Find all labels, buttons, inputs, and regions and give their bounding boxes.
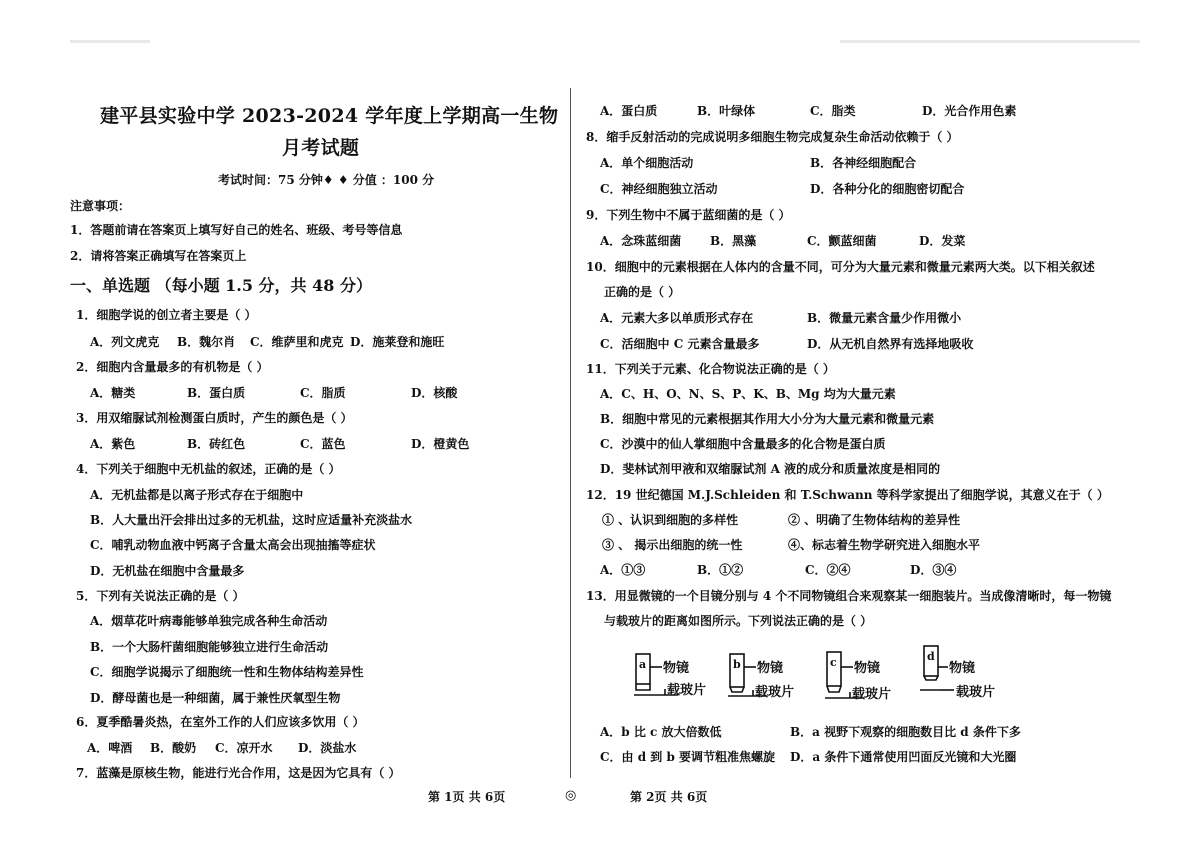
q6-option-d: D．淡盐水 xyxy=(298,741,357,755)
q5-option-a: A．烟草花叶病毒能够单独完成各种生命活动 xyxy=(90,614,328,628)
q8-option-b: B．各神经细胞配合 xyxy=(810,156,917,170)
page-number-right: 第 2页 共 6页 xyxy=(630,790,708,804)
q10-option-c: C．活细胞中 C 元素含量最多 xyxy=(600,337,760,351)
q4-option-c: C．哺乳动物血液中钙离子含量太高会出现抽搐等症状 xyxy=(90,538,376,552)
objective-label-c: 物镜 xyxy=(854,661,881,676)
exam-info: 考试时间：75 分钟♦ ♦ 分值 ：100 分 xyxy=(218,173,435,187)
column-divider xyxy=(570,88,571,778)
objective-label-a: 物镜 xyxy=(663,661,690,676)
q12-statement-3: ③ 、 揭示出细胞的统一性 xyxy=(602,538,743,552)
q11-option-b: B．细胞中常见的元素根据其作用大小分为大量元素和微量元素 xyxy=(600,412,935,426)
slide-label-c: 载玻片 xyxy=(852,687,892,702)
q12-option-b: B．①② xyxy=(697,563,744,577)
question-10-continued: 正确的是（ ） xyxy=(604,285,681,299)
q3-option-a: A．紫色 xyxy=(90,437,136,451)
q12-option-d: D．③④ xyxy=(910,563,957,577)
question-6: 6．夏季酷暑炎热，在室外工作的人们应该多饮用（ ） xyxy=(76,715,365,729)
q10-option-b: B．微量元素含量少作用微小 xyxy=(807,311,962,325)
notice-heading: 注意事项： xyxy=(70,199,131,213)
question-13-continued: 与载玻片的距离如图所示。下列说法正确的是（ ） xyxy=(604,614,873,628)
exam-title-line-1: 建平县实验中学 2023-2024 学年度上学期高一生物 xyxy=(100,105,559,127)
q3-option-c: C．蓝色 xyxy=(300,437,346,451)
q1-option-a: A．列文虎克 xyxy=(90,335,160,349)
q12-option-c: C．②④ xyxy=(805,563,851,577)
q6-option-a: A．啤酒 xyxy=(87,741,133,755)
objective-lens-figure xyxy=(622,640,1012,710)
objective-letter-d: d xyxy=(927,650,935,663)
question-9: 9．下列生物中不属于蓝细菌的是（ ） xyxy=(586,208,791,222)
q12-statement-1: ① 、认识到细胞的多样性 xyxy=(602,513,739,527)
objective-letter-b: b xyxy=(733,658,741,671)
q2-option-b: B．蛋白质 xyxy=(187,386,246,400)
q7-option-b: B．叶绿体 xyxy=(697,104,756,118)
section-title: 一、单选题 （每小题 1.5 分，共 48 分） xyxy=(70,276,372,295)
q5-option-c: C．细胞学说揭示了细胞统一性和生物体结构差异性 xyxy=(90,665,364,679)
question-3: 3．用双缩脲试剂检测蛋白质时，产生的颜色是（ ） xyxy=(76,411,353,425)
question-5: 5．下列有关说法正确的是（ ） xyxy=(76,589,245,603)
q8-option-a: A．单个细胞活动 xyxy=(600,156,694,170)
objective-label-b: 物镜 xyxy=(757,661,784,676)
q12-statement-2: ② 、明确了生物体结构的差异性 xyxy=(788,513,961,527)
question-11: 11．下列关于元素、化合物说法正确的是（ ） xyxy=(586,362,835,376)
q9-option-a: A．念珠蓝细菌 xyxy=(600,234,682,248)
q8-option-d: D．各种分化的细胞密切配合 xyxy=(810,182,965,196)
question-4: 4．下列关于细胞中无机盐的叙述，正确的是（ ） xyxy=(76,462,341,476)
slide-label-b: 载玻片 xyxy=(755,685,795,700)
q9-option-c: C．颤蓝细菌 xyxy=(807,234,877,248)
slide-label-a: 载玻片 xyxy=(667,683,707,698)
page-number-left: 第 1页 共 6页 xyxy=(428,790,506,804)
q12-option-a: A．①③ xyxy=(600,563,646,577)
q3-option-b: B．砖红色 xyxy=(187,437,246,451)
exam-title-line-2: 月考试题 xyxy=(282,137,360,159)
q2-option-a: A．糖类 xyxy=(90,386,136,400)
q3-option-d: D．橙黄色 xyxy=(411,437,470,451)
q13-option-b: B．a 视野下观察的细胞数目比 d 条件下多 xyxy=(790,725,1021,739)
objective-letter-c: c xyxy=(830,656,837,669)
q4-option-b: B．人大量出汗会排出过多的无机盐，这时应适量补充淡盐水 xyxy=(90,513,413,527)
left-column xyxy=(60,0,565,780)
q1-option-c: C．维萨里和虎克 xyxy=(250,335,344,349)
question-1: 1．细胞学说的创立者主要是（ ） xyxy=(76,308,257,322)
q11-option-d: D．斐林试剂甲液和双缩脲试剂 A 液的成分和质量浓度是相同的 xyxy=(600,462,941,476)
q10-option-d: D．从无机自然界有选择地吸收 xyxy=(807,337,974,351)
q10-option-a: A．元素大多以单质形式存在 xyxy=(600,311,754,325)
notice-1: 1．答题前请在答案页上填写好自己的姓名、班级、考号等信息 xyxy=(70,223,403,237)
question-10: 10．细胞中的元素根据在人体内的含量不同，可分为大量元素和微量元素两大类。以下相关叙述 xyxy=(586,260,1095,274)
q13-option-d: D．a 条件下通常使用凹面反光镜和大光圈 xyxy=(790,750,1017,764)
q6-option-b: B．酸奶 xyxy=(150,741,197,755)
question-13: 13．用显微镜的一个目镜分别与 4 个不同物镜组合来观察某一细胞装片。当成像清晰时，每一物镜 xyxy=(586,589,1112,603)
q9-option-d: D．发菜 xyxy=(919,234,966,248)
q1-option-d: D．施莱登和施旺 xyxy=(350,335,445,349)
q8-option-c: C．神经细胞独立活动 xyxy=(600,182,718,196)
question-2: 2．细胞内含量最多的有机物是（ ） xyxy=(76,360,269,374)
q7-option-d: D．光合作用色素 xyxy=(922,104,1017,118)
q4-option-d: D．无机盐在细胞中含量最多 xyxy=(90,564,245,578)
q13-option-a: A．b 比 c 放大倍数低 xyxy=(600,725,722,739)
q11-option-c: C．沙漠中的仙人掌细胞中含量最多的化合物是蛋白质 xyxy=(600,437,886,451)
question-7: 7．蓝藻是原核生物，能进行光合作用，这是因为它具有（ ） xyxy=(76,766,401,780)
q7-option-a: A．蛋白质 xyxy=(600,104,658,118)
objective-label-d: 物镜 xyxy=(949,661,976,676)
center-registration-mark: ◎ xyxy=(565,788,577,803)
q12-statement-4: ④、标志着生物学研究进入细胞水平 xyxy=(788,538,981,552)
q6-option-c: C．凉开水 xyxy=(215,741,273,755)
q5-option-d: D．酵母菌也是一种细菌，属于兼性厌氧型生物 xyxy=(90,691,341,705)
notice-2: 2．请将答案正确填写在答案页上 xyxy=(70,249,247,263)
q5-option-b: B．一个大肠杆菌细胞能够独立进行生命活动 xyxy=(90,640,329,654)
slide-label-d: 载玻片 xyxy=(956,685,996,700)
q7-option-c: C．脂类 xyxy=(810,104,856,118)
question-12: 12．19 世纪德国 M.J.Schleiden 和 T.Schwann 等科学家提出了细胞学说，其意义在于（ ） xyxy=(586,488,1109,502)
objective-letter-a: a xyxy=(639,658,647,671)
q1-option-b: B．魏尔肖 xyxy=(177,335,236,349)
q13-option-c: C．由 d 到 b 要调节粗准焦螺旋 xyxy=(600,750,776,764)
question-8: 8．缩手反射活动的完成说明多细胞生物完成复杂生命活动依赖于（ ） xyxy=(586,130,959,144)
q2-option-d: D．核酸 xyxy=(411,386,458,400)
q11-option-a: A．C、H、O、N、S、P、K、B、Mg 均为大量元素 xyxy=(600,387,896,401)
q9-option-b: B．黑藻 xyxy=(710,234,757,248)
q2-option-c: C．脂质 xyxy=(300,386,346,400)
right-column xyxy=(582,0,1142,780)
q4-option-a: A．无机盐都是以离子形式存在于细胞中 xyxy=(90,488,304,502)
